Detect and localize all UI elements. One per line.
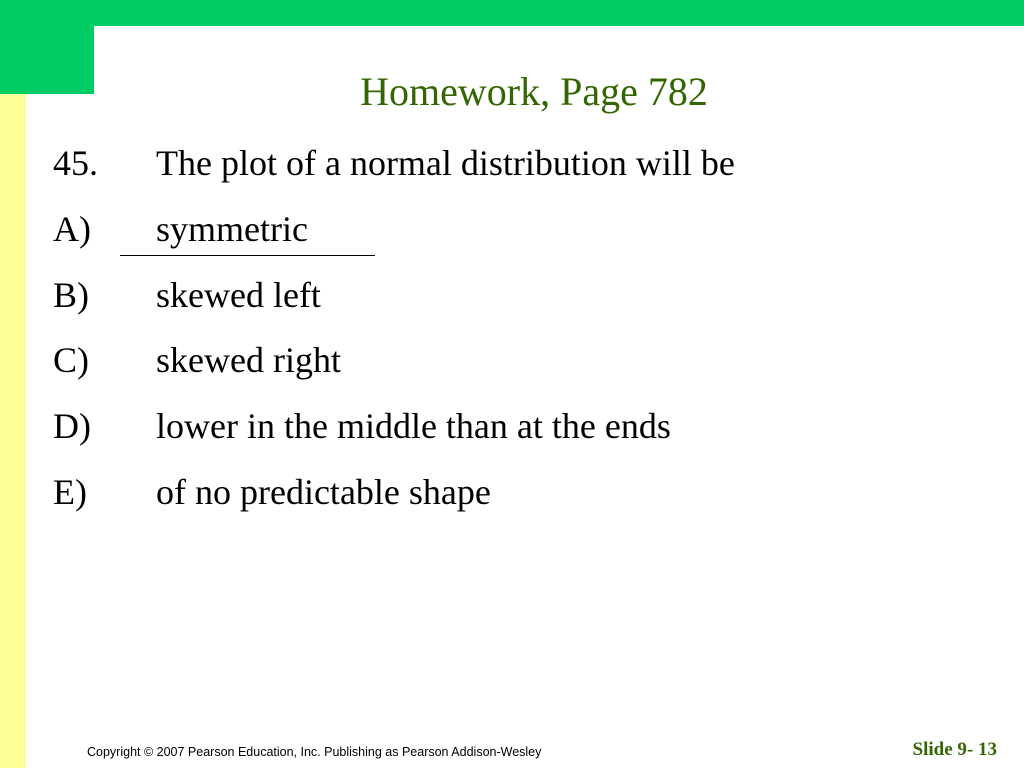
footer-copyright: Copyright © 2007 Pearson Education, Inc. Publishing as Pearson Addison-Wesley <box>87 745 542 759</box>
slide-title: Homework, Page 782 <box>360 69 708 114</box>
option-label: C) <box>53 340 89 380</box>
option-label: D) <box>53 406 91 446</box>
option-text: skewed right <box>156 340 341 380</box>
option-label: E) <box>53 472 87 512</box>
option-label: A) <box>53 209 91 249</box>
option-text: of no predictable shape <box>156 472 491 512</box>
question-number: 45. <box>53 143 98 183</box>
option-text: skewed left <box>156 275 321 315</box>
left-accent-bar <box>0 94 26 768</box>
slide-number: Slide 9- 13 <box>912 739 997 760</box>
option-text: lower in the middle than at the ends <box>156 406 671 446</box>
option-text: symmetric <box>156 209 308 249</box>
question-text: The plot of a normal distribution will be <box>156 143 735 183</box>
top-accent-bar <box>0 0 1024 26</box>
answer-underline <box>120 255 375 256</box>
option-label: B) <box>53 275 89 315</box>
